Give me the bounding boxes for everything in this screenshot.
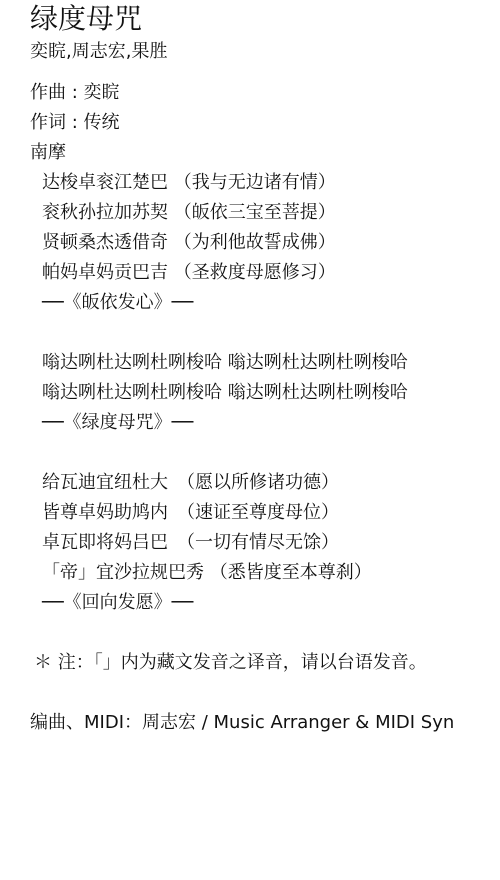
- lyric-line: 卓瓦即将妈吕巴 （一切有情尽无馀）: [42, 532, 339, 553]
- song-title: 绿度母咒: [30, 2, 143, 35]
- composer-credit: 作曲 : 奕睆: [30, 82, 120, 103]
- mantra-line: 嗡达咧杜达咧杜咧梭哈 嗡达咧杜达咧杜咧梭哈: [42, 382, 408, 403]
- section-divider-refuge: ──《皈依发心》──: [42, 292, 194, 313]
- lyric-line: 达梭卓衮江楚巴 （我与无边诸有情）: [42, 172, 336, 193]
- lyric-line: 皆尊卓妈助鸠内 （速证至尊度母位）: [42, 502, 339, 523]
- lyricist-credit: 作词 : 传统: [30, 112, 120, 133]
- artist-names: 奕睆,周志宏,果胜: [30, 41, 168, 62]
- section-divider-mantra: ──《绿度母咒》──: [42, 412, 194, 433]
- lyrics-page: [30, 0, 500, 880]
- mantra-line: 嗡达咧杜达咧杜咧梭哈 嗡达咧杜达咧杜咧梭哈: [42, 352, 408, 373]
- lyric-line: 给瓦迪宜纽杜大 （愿以所修诸功德）: [42, 472, 339, 493]
- arranger-credit: 编曲、MIDI：周志宏 / Music Arranger & MIDI Syn: [30, 712, 455, 733]
- lyric-line: 南摩: [30, 142, 66, 163]
- section-divider-dedication: ──《回向发愿》──: [42, 592, 194, 613]
- lyric-line: 帕妈卓妈贡巴吉 （圣救度母愿修习）: [42, 262, 336, 283]
- lyric-line: 贤顿桑杰透借奇 （为利他故誓成佛）: [42, 232, 336, 253]
- lyric-line: 衮秋孙拉加苏契 （皈依三宝至菩提）: [42, 202, 336, 223]
- lyric-line: 「帝」宜沙拉规巴秀 （悉皆度至本尊刹）: [42, 562, 372, 583]
- pronunciation-note: ＊ 注：「」内为藏文发音之译音，请以台语发音。: [34, 652, 427, 673]
